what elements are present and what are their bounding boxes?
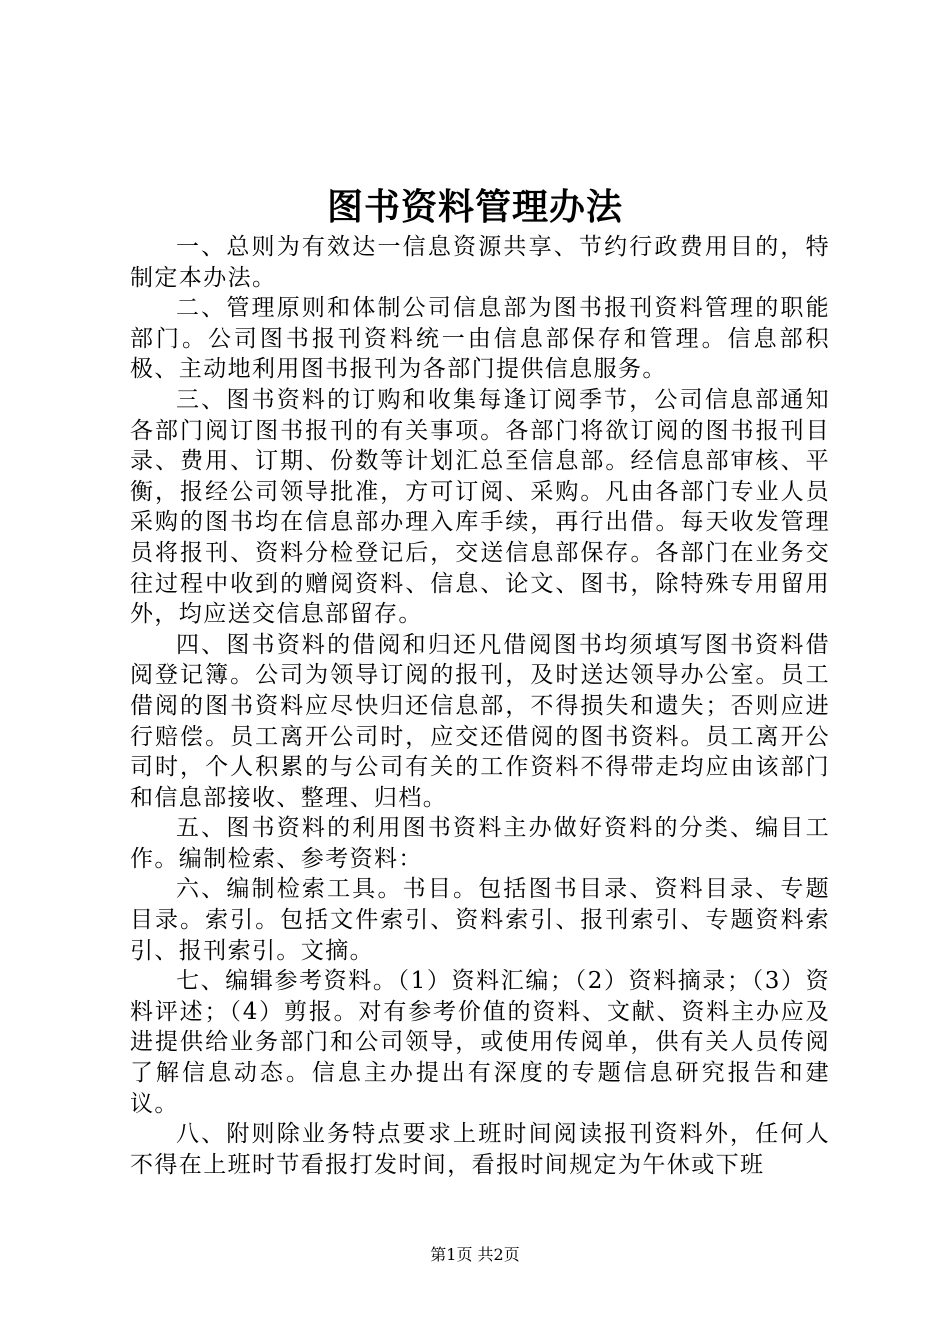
paragraph-management-system: 二、管理原则和体制公司信息部为图书报刊资料管理的职能部门。公司图书报刊资料统一由信息部保存和管理。信息部积极、主动地利用图书报刊为各部门提供信息服务。 <box>130 295 830 383</box>
paragraph-borrowing-return: 四、图书资料的借阅和归还凡借阅图书均须填写图书资料借阅登记簿。公司为领导订阅的报刊，及时送达领导办公室。员工借阅的图书资料应尽快归还信息部，不得损失和遗失；否则应进行赔偿。员工离开公司时，应交还借阅的图书资料。员工离开公司时，个人积累的与公司有关的工作资料不得带走均应由该部门和信息部接收、整理、归档。 <box>130 631 830 811</box>
paragraph-supplementary-provisions: 八、附则除业务特点要求上班时间阅读报刊资料外，任何人不得在上班时节看报打发时间，看报时间规定为午休或下班 <box>130 1121 830 1178</box>
paragraph-reference-materials: 七、编辑参考资料。（1）资料汇编；（2）资料摘录；（3）资料评述；（4）剪报。对有参考价值的资料、文献、资料主办应及进提供给业务部门和公司领导，或使用传阅单，供有关人员传阅了解信息动态。信息主办提出有深度的专题信息研究报告和建议。 <box>130 968 830 1117</box>
paragraph-general-principles: 一、总则为有效达一信息资源共享、节约行政费用目的，特制定本办法。 <box>130 234 830 291</box>
paragraph-utilization: 五、图书资料的利用图书资料主办做好资料的分类、编目工作。编制检索、参考资料： <box>130 815 830 872</box>
document-body <box>130 232 830 1180</box>
document-title: 图书资料管理办法 <box>326 186 623 228</box>
paragraph-ordering-collection: 三、图书资料的订购和收集每逢订阅季节，公司信息部通知各部门阅订图书报刊的有关事项。各部门将欲订阅的图书报刊目录、费用、订期、份数等计划汇总至信息部。经信息部审核、平衡，报经公司领导批准，方可订阅、采购。凡由各部门专业人员采购的图书均在信息部办理入库手续，再行出借。每天收发管理员将报刊、资料分检登记后，交送信息部保存。各部门在业务交往过程中收到的赠阅资料、信息、论文、图书，除特殊专用留用外，均应送交信息部留存。 <box>130 386 830 628</box>
paragraph-retrieval-tools: 六、编制检索工具。书目。包括图书目录、资料目录、专题目录。索引。包括文件索引、资料索引、报刊索引、专题资料索引、报刊索引。文摘。 <box>130 876 830 964</box>
page-number-footer: 第1页 共2页 <box>430 1245 520 1264</box>
